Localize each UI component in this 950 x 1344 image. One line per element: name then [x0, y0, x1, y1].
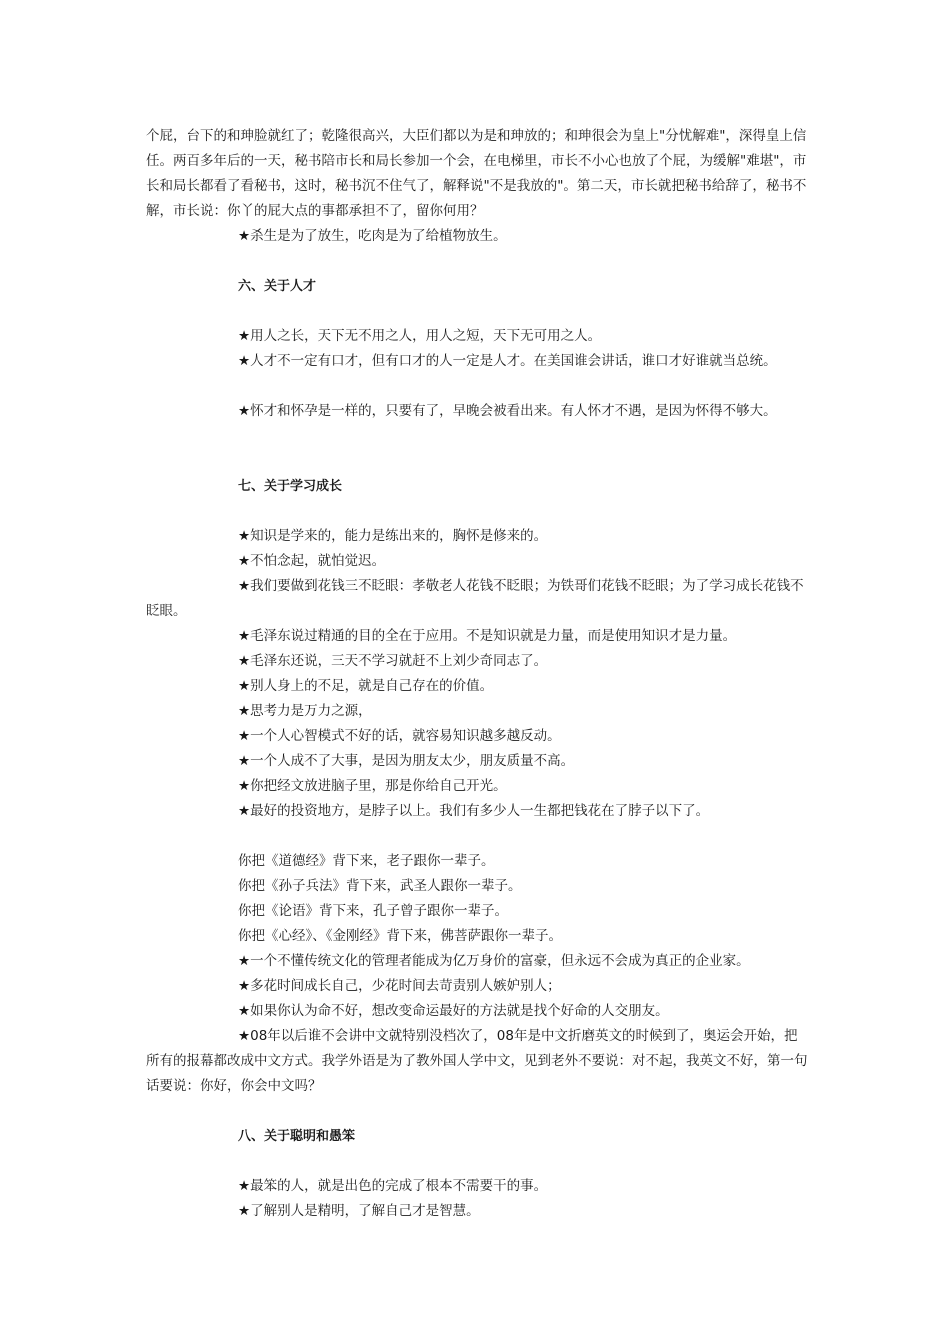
quote-item: 你把《孙子兵法》背下来，武圣人跟你一辈子。	[238, 878, 522, 894]
quote-item: ★怀才和怀孕是一样的，只要有了，早晚会被看出来。有人怀才不遇，是因为怀得不够大。	[238, 403, 777, 419]
quote-item: ★最好的投资地方，是脖子以上。我们有多少人一生都把钱花在了脖子以下了。	[238, 803, 710, 819]
quote-item: ★多花时间成长自己，少花时间去苛责别人嫉妒别人；	[238, 978, 561, 994]
quote-item: ★一个人成不了大事，是因为朋友太少，朋友质量不高。	[238, 753, 575, 769]
spacer	[146, 1149, 810, 1174]
spacer	[146, 499, 810, 524]
section-heading-learning: 七、关于学习成长	[238, 479, 343, 494]
quote-item: ★你把经文放进脑子里，那是你给自己开光。	[238, 778, 507, 794]
spacer	[146, 824, 810, 849]
spacer	[146, 299, 810, 324]
quote-item: ★毛泽东还说，三天不学习就赶不上刘少奇同志了。	[238, 653, 548, 669]
quote-item: ★思考力是万力之源，	[238, 703, 372, 719]
quote-item: ★杀生是为了放生，吃肉是为了给植物放生。	[238, 228, 507, 244]
document-page	[146, 124, 810, 1224]
quote-item: ★知识是学来的，能力是练出来的，胸怀是修来的。	[238, 528, 548, 544]
quote-item: ★一个不懂传统文化的管理者能成为亿万身价的富豪，但永远不会成为真正的企业家。	[238, 953, 750, 969]
quote-item: 你把《道德经》背下来，老子跟你一辈子。	[238, 853, 495, 869]
spacer	[146, 374, 810, 399]
quote-item: ★我们要做到花钱三不眨眼：孝敬老人花钱不眨眼；为铁哥们花钱不眨眼；为了学习成长花钱不眨眼。	[146, 578, 804, 619]
quote-item: 你把《心经》、《金刚经》背下来，佛菩萨跟你一辈子。	[238, 928, 562, 944]
story-paragraph: 个屁，台下的和珅脸就红了；乾隆很高兴，大臣们都以为是和珅放的；和珅很会为皇上"分忧解难"，深得皇上信任。两百多年后的一天，秘书陪市长和局长参加一个会，在电梯里，市长不小心也放了个屁，为缓解"难堪"，市长和局长都看了看秘书，这时，秘书沉不住气了，解释说"不是我放的"。第二天，市长就把秘书给辞了，秘书不解，市长说：你丫的屁大点的事都承担不了，留你何用？	[146, 128, 807, 219]
section-heading-talent: 六、关于人才	[238, 279, 317, 294]
quote-item: ★人才不一定有口才，但有口才的人一定是人才。在美国谁会讲话，谁口才好谁就当总统。	[238, 353, 777, 369]
spacer	[146, 1099, 810, 1124]
quote-item: ★08年以后谁不会讲中文就特别没档次了，08年是中文折磨英文的时候到了，奥运会开始，把所有的报幕都改成中文方式。我学外语是为了教外国人学中文，见到老外不要说：对不起，我英文不好，第一句话要说：你好，你会中文吗？	[146, 1028, 808, 1094]
quote-item: ★了解别人是精明，了解自己才是智慧。	[238, 1203, 480, 1219]
quote-item: ★毛泽东说过精通的目的全在于应用。不是知识就是力量，而是使用知识才是力量。	[238, 628, 737, 644]
quote-item: ★如果你认为命不好，想改变命运最好的方法就是找个好命的人交朋友。	[238, 1003, 669, 1019]
quote-item: ★最笨的人，就是出色的完成了根本不需要干的事。	[238, 1178, 548, 1194]
quote-item: ★一个人心智模式不好的话，就容易知识越多越反动。	[238, 728, 561, 744]
quote-item: 你把《论语》背下来，孔子曾子跟你一辈子。	[238, 903, 508, 919]
quote-item: ★用人之长，天下无不用之人，用人之短，天下无可用之人。	[238, 328, 602, 344]
spacer	[146, 249, 810, 274]
spacer	[146, 424, 810, 474]
quote-item: ★不怕念起，就怕觉迟。	[238, 553, 386, 569]
section-heading-wisdom: 八、关于聪明和愚笨	[238, 1129, 356, 1144]
quote-item: ★别人身上的不足，就是自己存在的价值。	[238, 678, 494, 694]
